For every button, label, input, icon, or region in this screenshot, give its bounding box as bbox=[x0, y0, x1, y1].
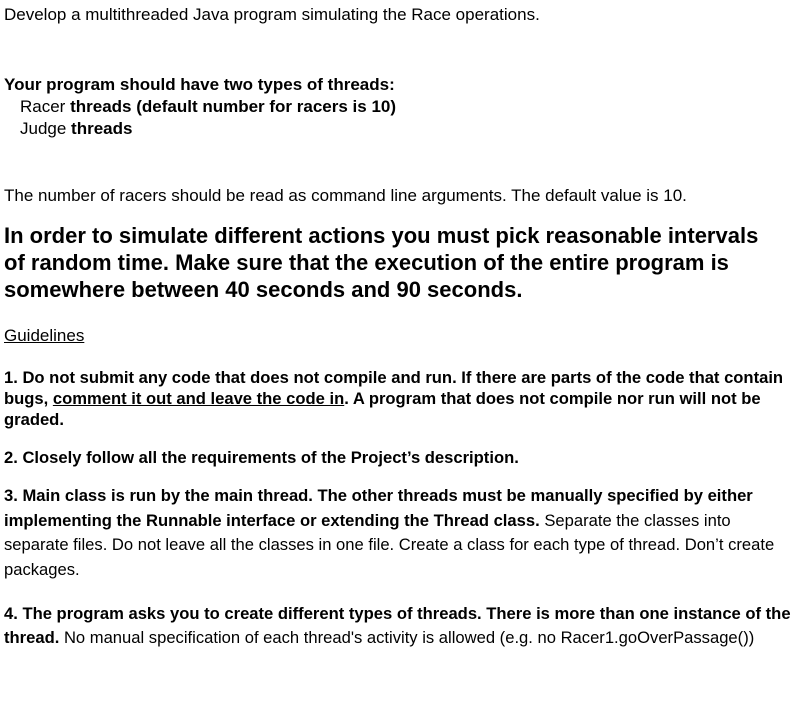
guideline-1 bbox=[4, 367, 792, 430]
judge-word: Judge bbox=[20, 119, 67, 138]
guideline-4-normal: No manual specification of each thread's activity is allowed (e.g. no Racer1.goOverPassage()) bbox=[59, 627, 755, 647]
intro-line bbox=[4, 4, 792, 26]
timing-paragraph: In order to simulate different actions you must pick reasonable intervals of random time. Make sure that the execution of the entire program is somewhere between 40 seconds and 90 seconds. bbox=[4, 223, 759, 302]
racer-threads-line bbox=[4, 96, 792, 118]
threads-section bbox=[4, 74, 792, 140]
guideline-1-underlined: comment it out and leave the code in bbox=[52, 389, 345, 408]
guidelines-title: Guidelines bbox=[4, 326, 85, 345]
racers-count-paragraph: The number of racers should be read as command line arguments. The default value is 10. bbox=[4, 186, 687, 205]
judge-threads-line bbox=[4, 118, 792, 140]
racer-word: Racer bbox=[20, 97, 66, 116]
guideline-4 bbox=[4, 602, 792, 649]
threads-heading: Your program should have two types of threads: bbox=[4, 75, 395, 94]
guideline-1-text-b: . A program that does not compile nor run will not be graded. bbox=[4, 389, 761, 429]
racer-threads-desc: threads (default number for racers is 10) bbox=[65, 97, 397, 116]
guideline-4-bold: 4. The program asks you to create different types of threads. There is more than one instance of the thread. bbox=[4, 604, 791, 647]
intro-text: Develop a multithreaded Java program simulating the Race operations. bbox=[4, 5, 540, 24]
guideline-2: 2. Closely follow all the requirements of the Project’s description. bbox=[4, 447, 519, 467]
guideline-1-text-a: 1. Do not submit any code that does not compile and run. If there are parts of the code that contain bugs, bbox=[4, 368, 784, 408]
guideline-3-bold: 3. Main class is run by the main thread. The other threads must be manually specified by either implementing the Runnable interface or extending the Thread class. bbox=[4, 486, 753, 530]
assignment-document bbox=[4, 0, 792, 666]
judge-threads-desc: threads bbox=[66, 119, 133, 138]
guideline-3 bbox=[4, 484, 792, 582]
guideline-3-normal: Separate the classes into separate files. Do not leave all the classes in one file. Create a class for each type of thread. Don’t create packages. bbox=[4, 510, 775, 579]
